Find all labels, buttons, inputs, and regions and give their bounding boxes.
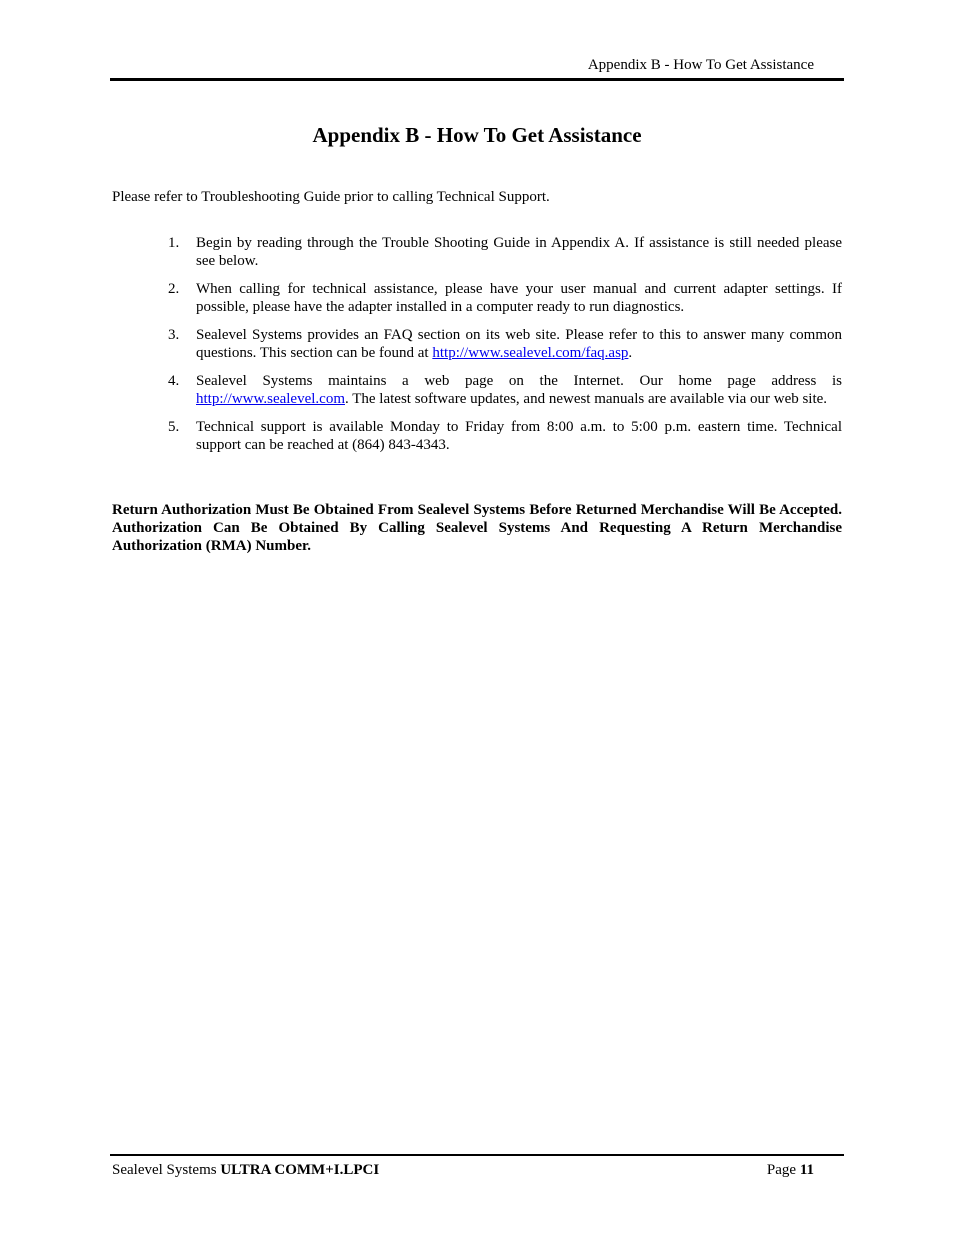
footer-page-label: Page — [766, 1162, 800, 1178]
list-item — [112, 418, 842, 454]
list-item-number: 1. — [168, 235, 180, 251]
assistance-steps-list — [112, 234, 842, 464]
list-item — [112, 280, 842, 316]
intro-paragraph: Please refer to Troubleshooting Guide prior to calling Technical Support. — [112, 189, 550, 205]
footer-company: Sealevel Systems — [112, 1162, 221, 1178]
footer-product-name: ULTRA COMM+I.LPCI — [220, 1162, 380, 1178]
footer-page-number: 11 — [799, 1162, 814, 1178]
faq-link[interactable]: http://www.sealevel.com/faq.asp — [432, 345, 629, 361]
list-item-text: Sealevel Systems maintains a web page on the Internet. Our home page address is — [196, 373, 842, 389]
list-item-number: 5. — [168, 419, 180, 435]
list-item — [112, 372, 842, 408]
list-item-number: 4. — [168, 373, 180, 389]
list-item — [112, 234, 842, 270]
page-title: Appendix B - How To Get Assistance — [312, 123, 642, 147]
list-item-text-end: . The latest software updates, and newest manuals are available via our web site. — [345, 391, 828, 407]
footer-page — [767, 1161, 814, 1179]
list-item-text: Technical support is available Monday to Friday from 8:00 a.m. to 5:00 p.m. eastern time. Technical support can be reached at (864) 843-4343. — [196, 419, 842, 453]
footer-product — [112, 1161, 379, 1179]
list-item-number: 3. — [168, 327, 180, 343]
page-header — [110, 56, 844, 81]
list-item — [112, 326, 842, 362]
list-item-text: Sealevel Systems provides an FAQ section on its web site. Please refer to this to answer many common questions. This section can be found at — [196, 327, 842, 361]
rma-notice: Return Authorization Must Be Obtained From Sealevel Systems Before Returned Merchandise Will Be Accepted. Authorization Can Be Obtained By Calling Sealevel Systems And Requesting A Return Merchandise Authorization (RMA) Number. — [112, 502, 842, 554]
homepage-link[interactable]: http://www.sealevel.com — [196, 391, 345, 407]
list-item-text-end: . — [628, 345, 633, 361]
list-item-text: When calling for technical assistance, please have your user manual and current adapter settings. If possible, please have the adapter installed in a computer ready to run diagnostics. — [196, 281, 842, 315]
list-item-text: Begin by reading through the Trouble Shooting Guide in Appendix A. If assistance is still needed please see below. — [196, 235, 842, 269]
list-item-number: 2. — [168, 281, 180, 297]
page-footer — [110, 1154, 844, 1180]
running-title: Appendix B - How To Get Assistance — [587, 57, 814, 73]
